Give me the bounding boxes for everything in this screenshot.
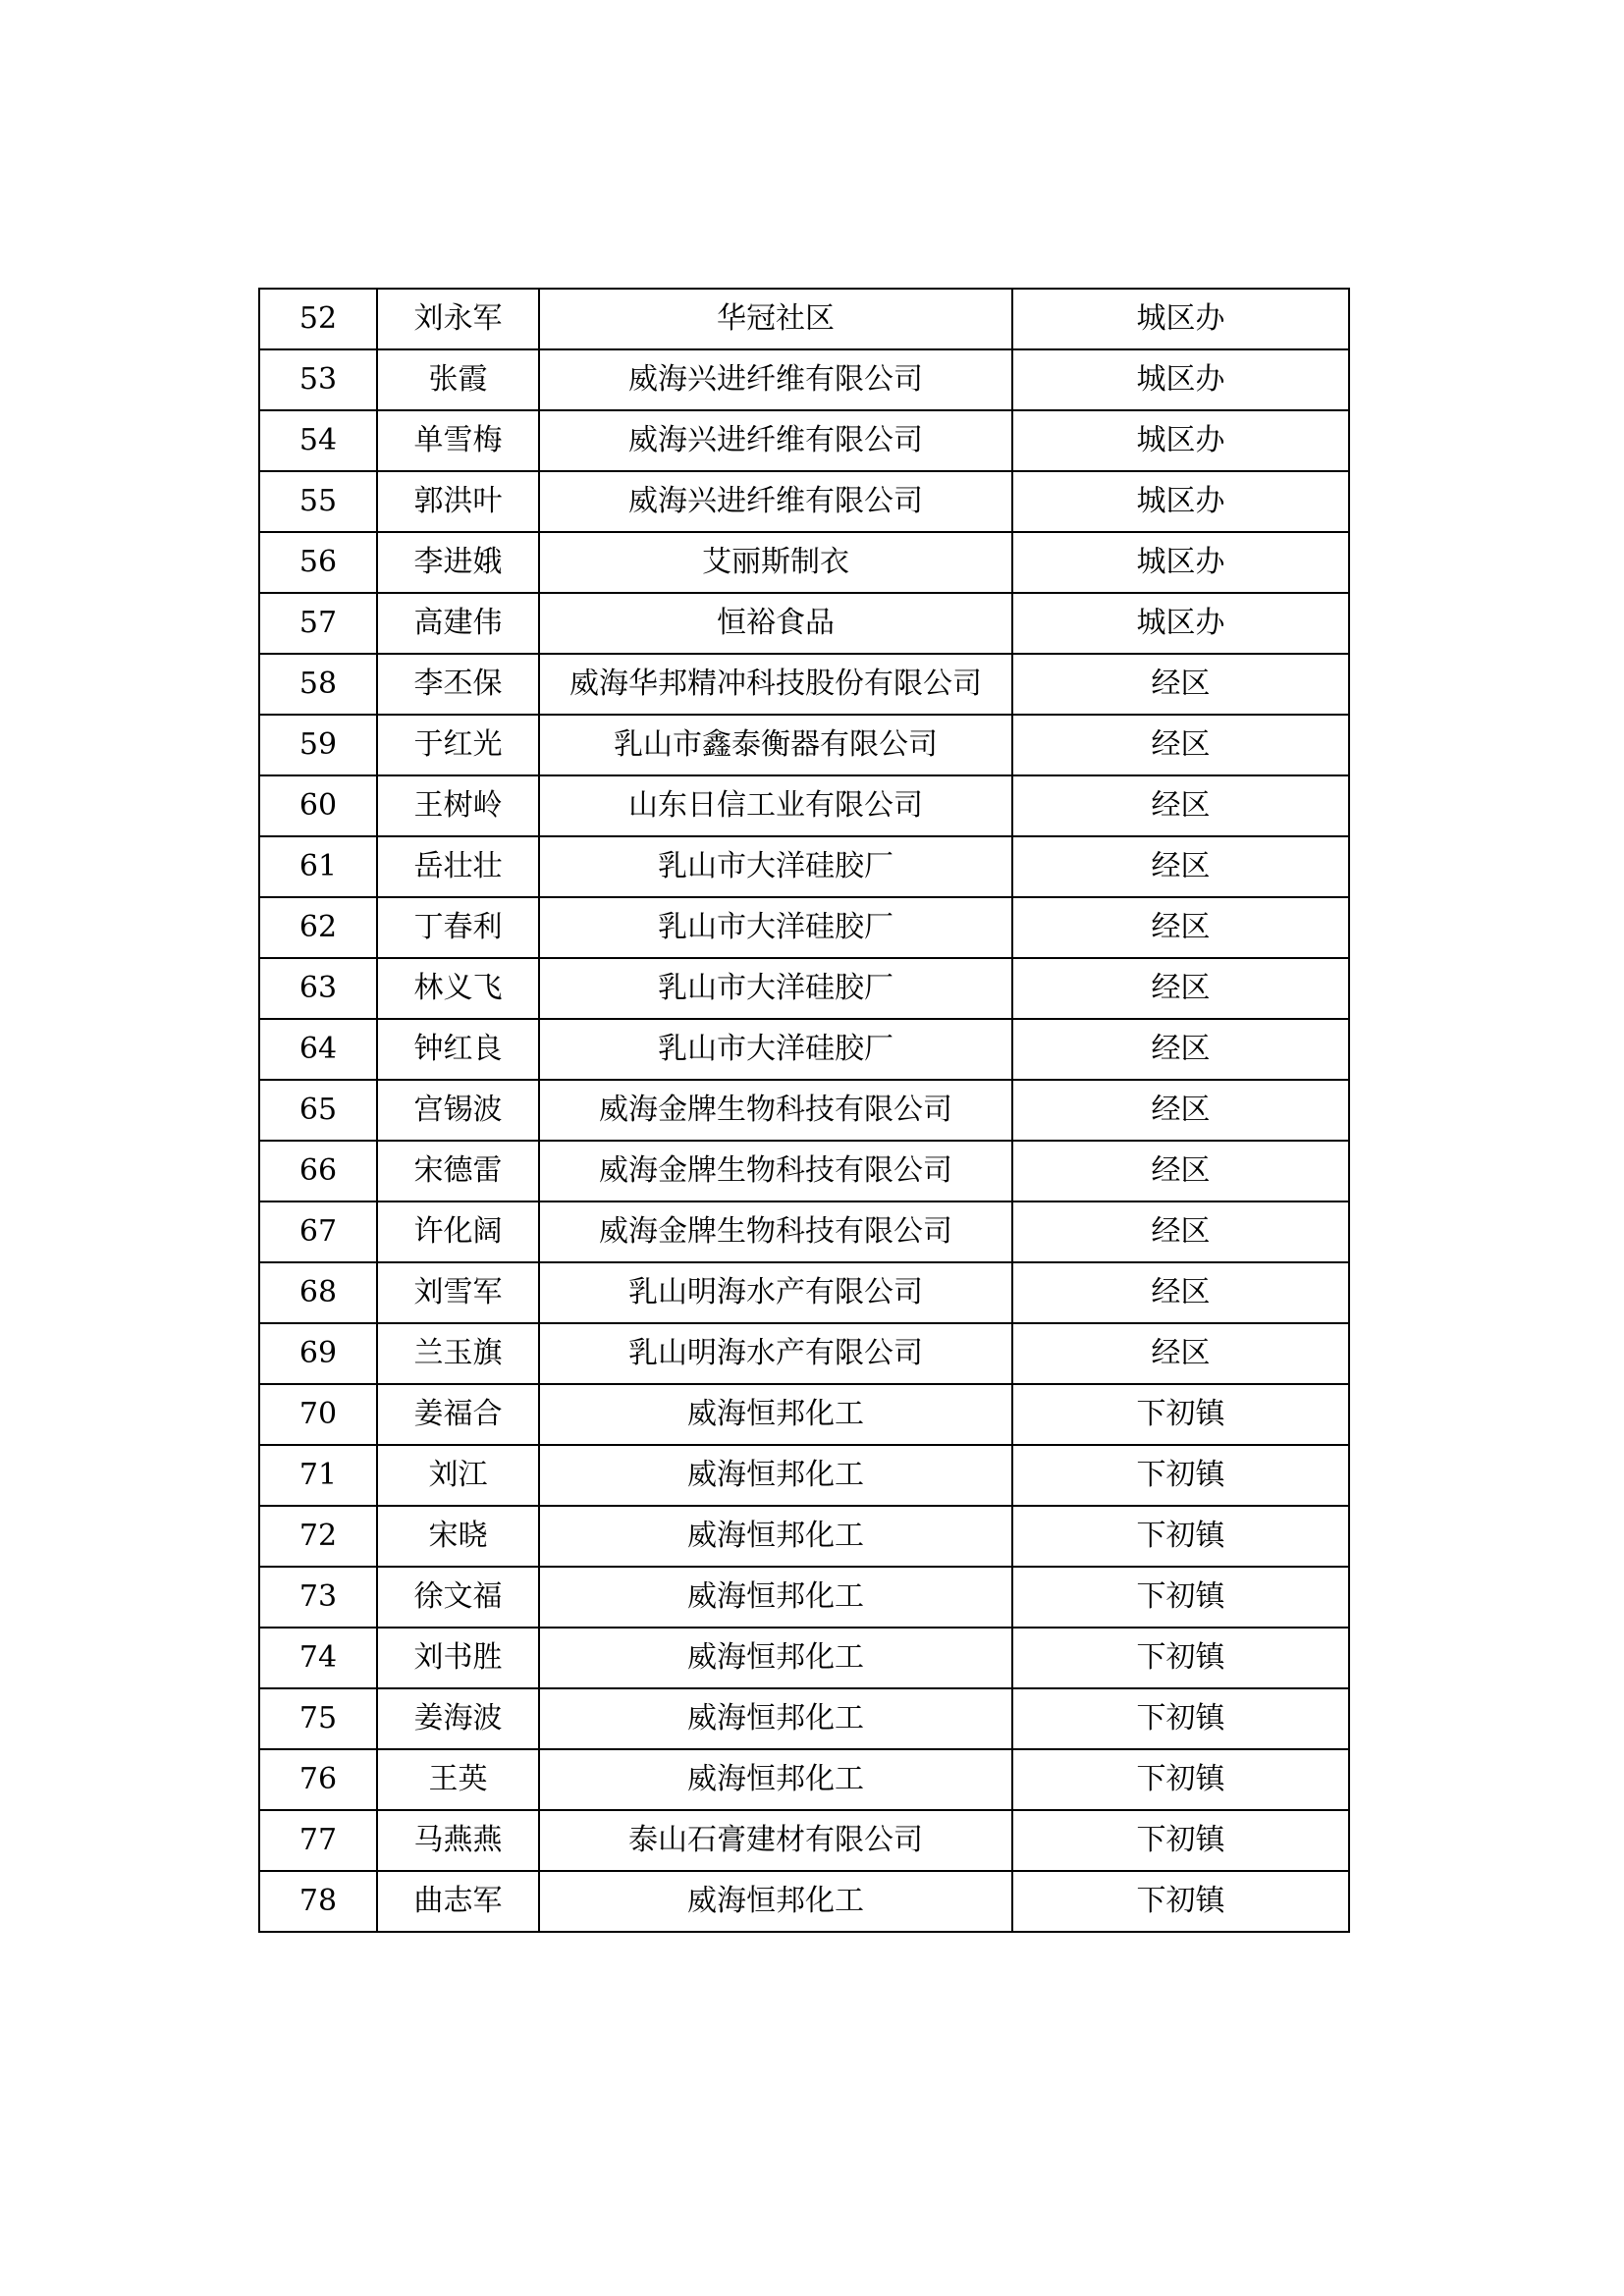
work-unit-cell: 乳山明海水产有限公司 bbox=[539, 1323, 1012, 1384]
district-cell: 下初镇 bbox=[1012, 1506, 1349, 1567]
table-row bbox=[259, 349, 1349, 410]
work-unit-cell: 乳山市大洋硅胶厂 bbox=[539, 836, 1012, 897]
table-row bbox=[259, 1810, 1349, 1871]
row-number-cell: 72 bbox=[259, 1506, 377, 1567]
person-name-cell: 姜海波 bbox=[377, 1688, 539, 1749]
table-row bbox=[259, 1201, 1349, 1262]
work-unit-cell: 威海兴进纤维有限公司 bbox=[539, 471, 1012, 532]
table-row bbox=[259, 1688, 1349, 1749]
work-unit-cell: 乳山明海水产有限公司 bbox=[539, 1262, 1012, 1323]
row-number-cell: 69 bbox=[259, 1323, 377, 1384]
table-row bbox=[259, 1323, 1349, 1384]
person-name-cell: 宫锡波 bbox=[377, 1080, 539, 1141]
work-unit-cell: 乳山市鑫泰衡器有限公司 bbox=[539, 715, 1012, 775]
row-number-cell: 52 bbox=[259, 289, 377, 349]
district-cell: 城区办 bbox=[1012, 410, 1349, 471]
district-cell: 城区办 bbox=[1012, 289, 1349, 349]
person-name-cell: 宋晓 bbox=[377, 1506, 539, 1567]
work-unit-cell: 乳山市大洋硅胶厂 bbox=[539, 897, 1012, 958]
row-number-cell: 64 bbox=[259, 1019, 377, 1080]
person-name-cell: 马燕燕 bbox=[377, 1810, 539, 1871]
work-unit-cell: 恒裕食品 bbox=[539, 593, 1012, 654]
district-cell: 经区 bbox=[1012, 1080, 1349, 1141]
table-row bbox=[259, 1445, 1349, 1506]
person-name-cell: 刘雪军 bbox=[377, 1262, 539, 1323]
work-unit-cell: 威海恒邦化工 bbox=[539, 1445, 1012, 1506]
table-row bbox=[259, 471, 1349, 532]
row-number-cell: 71 bbox=[259, 1445, 377, 1506]
table-row bbox=[259, 1384, 1349, 1445]
work-unit-cell: 威海华邦精冲科技股份有限公司 bbox=[539, 654, 1012, 715]
row-number-cell: 70 bbox=[259, 1384, 377, 1445]
district-cell: 下初镇 bbox=[1012, 1567, 1349, 1628]
district-cell: 城区办 bbox=[1012, 593, 1349, 654]
person-name-cell: 徐文福 bbox=[377, 1567, 539, 1628]
person-name-cell: 曲志军 bbox=[377, 1871, 539, 1932]
person-name-cell: 于红光 bbox=[377, 715, 539, 775]
row-number-cell: 55 bbox=[259, 471, 377, 532]
row-number-cell: 58 bbox=[259, 654, 377, 715]
work-unit-cell: 威海恒邦化工 bbox=[539, 1688, 1012, 1749]
district-cell: 下初镇 bbox=[1012, 1445, 1349, 1506]
row-number-cell: 68 bbox=[259, 1262, 377, 1323]
table-row bbox=[259, 958, 1349, 1019]
person-name-cell: 兰玉旗 bbox=[377, 1323, 539, 1384]
work-unit-cell: 威海恒邦化工 bbox=[539, 1567, 1012, 1628]
table-row bbox=[259, 715, 1349, 775]
row-number-cell: 78 bbox=[259, 1871, 377, 1932]
table-row bbox=[259, 1141, 1349, 1201]
row-number-cell: 77 bbox=[259, 1810, 377, 1871]
table-row bbox=[259, 897, 1349, 958]
work-unit-cell: 艾丽斯制衣 bbox=[539, 532, 1012, 593]
person-name-cell: 刘江 bbox=[377, 1445, 539, 1506]
district-cell: 城区办 bbox=[1012, 471, 1349, 532]
work-unit-cell: 泰山石膏建材有限公司 bbox=[539, 1810, 1012, 1871]
work-unit-cell: 威海恒邦化工 bbox=[539, 1871, 1012, 1932]
district-cell: 城区办 bbox=[1012, 349, 1349, 410]
table-row bbox=[259, 775, 1349, 836]
roster-table-body bbox=[259, 289, 1349, 1932]
person-name-cell: 钟红良 bbox=[377, 1019, 539, 1080]
row-number-cell: 61 bbox=[259, 836, 377, 897]
table-row bbox=[259, 1506, 1349, 1567]
person-name-cell: 姜福合 bbox=[377, 1384, 539, 1445]
table-row bbox=[259, 532, 1349, 593]
person-name-cell: 刘书胜 bbox=[377, 1628, 539, 1688]
table-row bbox=[259, 654, 1349, 715]
work-unit-cell: 华冠社区 bbox=[539, 289, 1012, 349]
table-row bbox=[259, 1019, 1349, 1080]
work-unit-cell: 山东日信工业有限公司 bbox=[539, 775, 1012, 836]
table-row bbox=[259, 593, 1349, 654]
row-number-cell: 54 bbox=[259, 410, 377, 471]
district-cell: 经区 bbox=[1012, 654, 1349, 715]
work-unit-cell: 威海恒邦化工 bbox=[539, 1506, 1012, 1567]
person-name-cell: 许化阔 bbox=[377, 1201, 539, 1262]
row-number-cell: 53 bbox=[259, 349, 377, 410]
district-cell: 经区 bbox=[1012, 1019, 1349, 1080]
row-number-cell: 75 bbox=[259, 1688, 377, 1749]
person-name-cell: 丁春利 bbox=[377, 897, 539, 958]
person-name-cell: 郭洪叶 bbox=[377, 471, 539, 532]
district-cell: 经区 bbox=[1012, 1201, 1349, 1262]
person-name-cell: 李丕保 bbox=[377, 654, 539, 715]
work-unit-cell: 威海恒邦化工 bbox=[539, 1628, 1012, 1688]
row-number-cell: 67 bbox=[259, 1201, 377, 1262]
row-number-cell: 57 bbox=[259, 593, 377, 654]
row-number-cell: 65 bbox=[259, 1080, 377, 1141]
work-unit-cell: 威海恒邦化工 bbox=[539, 1384, 1012, 1445]
roster-table bbox=[258, 288, 1350, 1933]
row-number-cell: 63 bbox=[259, 958, 377, 1019]
person-name-cell: 高建伟 bbox=[377, 593, 539, 654]
district-cell: 城区办 bbox=[1012, 532, 1349, 593]
table-row bbox=[259, 836, 1349, 897]
work-unit-cell: 威海金牌生物科技有限公司 bbox=[539, 1080, 1012, 1141]
row-number-cell: 66 bbox=[259, 1141, 377, 1201]
work-unit-cell: 威海金牌生物科技有限公司 bbox=[539, 1141, 1012, 1201]
district-cell: 经区 bbox=[1012, 897, 1349, 958]
district-cell: 下初镇 bbox=[1012, 1688, 1349, 1749]
district-cell: 经区 bbox=[1012, 775, 1349, 836]
person-name-cell: 单雪梅 bbox=[377, 410, 539, 471]
person-name-cell: 岳壮壮 bbox=[377, 836, 539, 897]
person-name-cell: 林义飞 bbox=[377, 958, 539, 1019]
person-name-cell: 王英 bbox=[377, 1749, 539, 1810]
district-cell: 经区 bbox=[1012, 836, 1349, 897]
table-row bbox=[259, 1749, 1349, 1810]
work-unit-cell: 乳山市大洋硅胶厂 bbox=[539, 958, 1012, 1019]
row-number-cell: 74 bbox=[259, 1628, 377, 1688]
row-number-cell: 56 bbox=[259, 532, 377, 593]
row-number-cell: 59 bbox=[259, 715, 377, 775]
person-name-cell: 宋德雷 bbox=[377, 1141, 539, 1201]
row-number-cell: 76 bbox=[259, 1749, 377, 1810]
district-cell: 下初镇 bbox=[1012, 1628, 1349, 1688]
row-number-cell: 60 bbox=[259, 775, 377, 836]
district-cell: 经区 bbox=[1012, 715, 1349, 775]
person-name-cell: 王树岭 bbox=[377, 775, 539, 836]
table-row bbox=[259, 289, 1349, 349]
table-row bbox=[259, 1628, 1349, 1688]
table-row bbox=[259, 1567, 1349, 1628]
work-unit-cell: 威海恒邦化工 bbox=[539, 1749, 1012, 1810]
district-cell: 下初镇 bbox=[1012, 1871, 1349, 1932]
table-row bbox=[259, 1080, 1349, 1141]
row-number-cell: 62 bbox=[259, 897, 377, 958]
person-name-cell: 李进娥 bbox=[377, 532, 539, 593]
row-number-cell: 73 bbox=[259, 1567, 377, 1628]
table-row bbox=[259, 1262, 1349, 1323]
work-unit-cell: 威海金牌生物科技有限公司 bbox=[539, 1201, 1012, 1262]
district-cell: 下初镇 bbox=[1012, 1384, 1349, 1445]
district-cell: 经区 bbox=[1012, 1141, 1349, 1201]
work-unit-cell: 威海兴进纤维有限公司 bbox=[539, 410, 1012, 471]
table-row bbox=[259, 1871, 1349, 1932]
person-name-cell: 张霞 bbox=[377, 349, 539, 410]
work-unit-cell: 乳山市大洋硅胶厂 bbox=[539, 1019, 1012, 1080]
work-unit-cell: 威海兴进纤维有限公司 bbox=[539, 349, 1012, 410]
district-cell: 下初镇 bbox=[1012, 1810, 1349, 1871]
district-cell: 经区 bbox=[1012, 958, 1349, 1019]
district-cell: 下初镇 bbox=[1012, 1749, 1349, 1810]
table-row bbox=[259, 410, 1349, 471]
district-cell: 经区 bbox=[1012, 1323, 1349, 1384]
district-cell: 经区 bbox=[1012, 1262, 1349, 1323]
person-name-cell: 刘永军 bbox=[377, 289, 539, 349]
